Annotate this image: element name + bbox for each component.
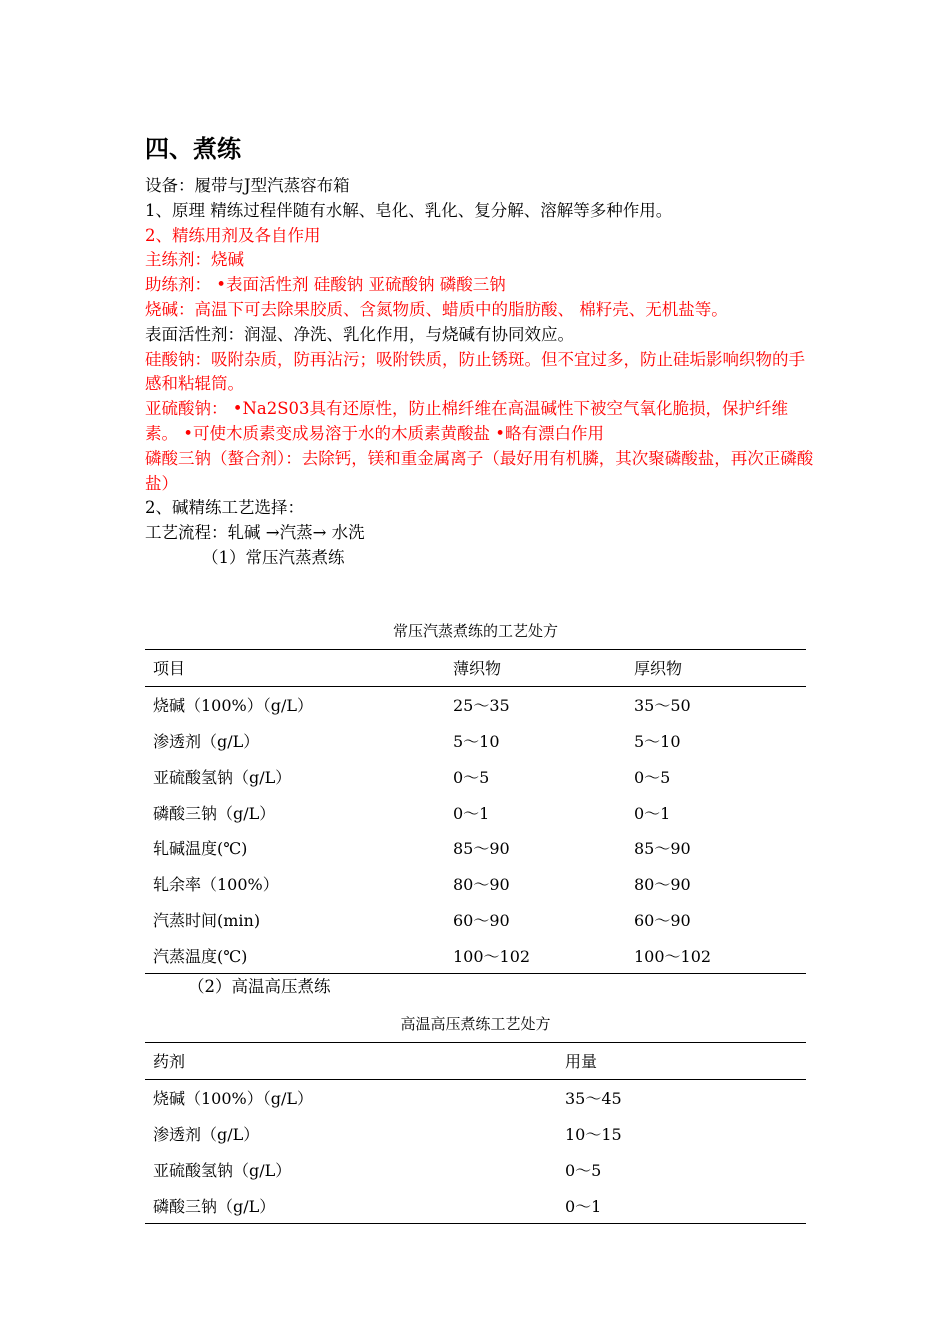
table-row <box>145 902 806 938</box>
caustic-soda-line: 烧碱：高温下可去除果胶质、含氮物质、蜡质中的脂肪酸、 棉籽壳、无机盐等。 <box>145 299 728 319</box>
cell: 汽蒸时间(min) <box>153 910 261 930</box>
process-flow-line: 工艺流程：轧碱 →汽蒸→ 水洗 <box>145 523 365 543</box>
table-row <box>145 686 806 722</box>
table-row <box>145 1116 806 1152</box>
table-row <box>145 830 806 866</box>
table-row <box>145 1079 806 1115</box>
cell: 0～1 <box>565 1196 602 1216</box>
table1-caption: 常压汽蒸煮练的工艺处方 <box>392 622 558 640</box>
table-row <box>145 937 806 973</box>
process-choice-line: 2、碱精练工艺选择： <box>145 498 304 518</box>
cell: 80～90 <box>453 875 510 895</box>
cell: 轧碱温度(℃) <box>153 839 248 859</box>
aux-agent-line: 助练剂： •表面活性剂 硅酸钠 亚硫酸钠 磷酸三钠 <box>145 275 506 295</box>
table-row <box>145 723 806 759</box>
high-pressure-recipe-table <box>145 1042 806 1224</box>
header-cell: 用量 <box>565 1052 598 1072</box>
sodium-silicate-line: 硅酸钠：吸附杂质，防再沾污；吸附铁质，防止锈斑。但不宜过多，防止硅垢影响织物的手感和粘辊筒。 <box>145 349 805 394</box>
table-header-row <box>145 1043 806 1080</box>
cell: 0～5 <box>453 767 490 787</box>
header-cell: 厚织物 <box>634 659 683 679</box>
body-text <box>145 174 817 571</box>
subheading-atmospheric: （1）常压汽蒸煮练 <box>202 547 345 567</box>
cell: 0～1 <box>634 803 671 823</box>
table-row <box>145 866 806 902</box>
table-header-row <box>145 650 806 687</box>
cell: 烧碱（100%）（g/L） <box>153 1089 314 1109</box>
cell: 5～10 <box>634 731 681 751</box>
cell: 轧余率（100%） <box>153 875 279 895</box>
header-cell: 药剂 <box>153 1052 186 1072</box>
cell: 60～90 <box>453 910 510 930</box>
cell: 渗透剂（g/L） <box>153 1124 260 1144</box>
cell: 100～102 <box>634 946 712 966</box>
sodium-sulfite-line: 亚硫酸钠： •Na2S03具有还原性，防止棉纤维在高温碱性下被空气氧化脆损，保护纤维素。 •可使木质素变成易溶于水的木质素黄酸盐 •略有漂白作用 <box>145 399 789 443</box>
header-cell: 项目 <box>153 659 186 679</box>
cell: 85～90 <box>634 839 691 859</box>
table-row <box>145 1187 806 1223</box>
cell: 0～5 <box>634 767 671 787</box>
header-cell: 薄织物 <box>453 659 502 679</box>
cell: 烧碱（100%）（g/L） <box>153 696 314 716</box>
table-row <box>145 1151 806 1187</box>
cell: 汽蒸温度(℃) <box>153 946 248 966</box>
cell: 0～5 <box>565 1160 602 1180</box>
cell: 10～15 <box>565 1124 622 1144</box>
cell: 渗透剂（g/L） <box>153 731 260 751</box>
cell: 磷酸三钠（g/L） <box>153 1196 276 1216</box>
cell: 35～45 <box>565 1089 622 1109</box>
atmospheric-recipe-table <box>145 649 806 974</box>
cell: 25～35 <box>453 696 510 716</box>
cell: 亚硫酸氢钠（g/L） <box>153 1160 292 1180</box>
table-row <box>145 794 806 830</box>
table2-caption: 高温高压煮练工艺处方 <box>400 1015 551 1033</box>
cell: 磷酸三钠（g/L） <box>153 803 276 823</box>
cell: 80～90 <box>634 875 691 895</box>
cell: 85～90 <box>453 839 510 859</box>
main-agent-line: 主练剂：烧碱 <box>145 250 244 270</box>
table-row <box>145 758 806 794</box>
section-title: 四、煮练 <box>145 135 241 163</box>
cell: 5～10 <box>453 731 500 751</box>
equipment-line: 设备：履带与J型汽蒸容布箱 <box>145 176 350 195</box>
cell: 0～1 <box>453 803 490 823</box>
trisodium-phosphate-line: 磷酸三钠（螯合剂）：去除钙，镁和重金属离子（最好用有机膦，其次聚磷酸盐，再次正磷酸盐） <box>145 448 814 493</box>
surfactant-line: 表面活性剂：润湿、净洗、乳化作用，与烧碱有协同效应。 <box>145 324 574 344</box>
cell: 60～90 <box>634 910 691 930</box>
cell: 35～50 <box>634 696 691 716</box>
cell: 亚硫酸氢钠（g/L） <box>153 767 292 787</box>
cell: 100～102 <box>453 946 531 966</box>
subheading-high-pressure: （2）高温高压煮练 <box>188 977 331 996</box>
agents-heading: 2、精练用剂及各自作用 <box>145 225 321 245</box>
principle-line: 1、原理 精练过程伴随有水解、皂化、乳化、复分解、溶解等多种作用。 <box>145 200 673 220</box>
